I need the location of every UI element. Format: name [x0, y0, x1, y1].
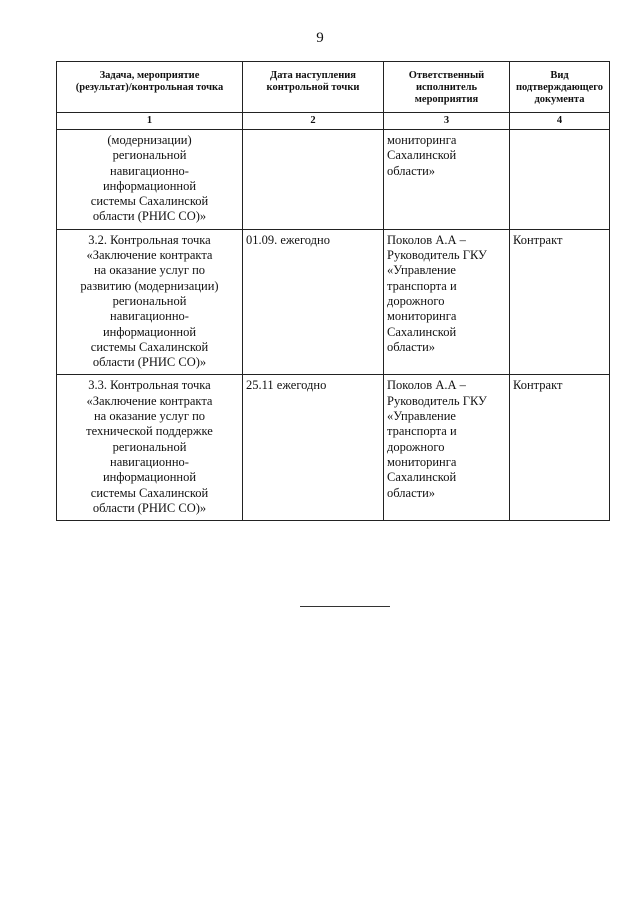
control-points-table — [56, 61, 610, 521]
header-responsible-label: Ответственный исполнитель мероприятия — [408, 70, 485, 105]
document-cell: Контракт — [510, 375, 610, 521]
date-cell: 25.11 ежегодно — [243, 375, 384, 521]
header-document-label: Вид подтверждающего документа — [515, 70, 604, 105]
column-number-row — [57, 113, 610, 130]
task-cell: (модернизации) региональной навигационно- информационной системы Сахалинской области (РНИС СО)» — [57, 130, 243, 230]
document-cell: Контракт — [510, 229, 610, 375]
header-responsible — [384, 62, 510, 113]
table-row — [57, 130, 610, 230]
column-number-2: 2 — [243, 113, 384, 130]
closing-separator-line — [300, 606, 390, 607]
document-cell — [510, 130, 610, 230]
responsible-cell: мониторинга Сахалинской области» — [384, 130, 510, 230]
column-number-3: 3 — [384, 113, 510, 130]
task-cell: 3.2. Контрольная точка «Заключение контракта на оказание услуг по развитию (модернизации) региональной навигационно- информационной системы Сахалинской области (РНИС СО)» — [57, 229, 243, 375]
header-task — [57, 62, 243, 113]
responsible-cell: Поколов А.А – Руководитель ГКУ «Управление транспорта и дорожного мониторинга Сахалинской области» — [384, 375, 510, 521]
column-number-1: 1 — [57, 113, 243, 130]
table-header-row — [57, 62, 610, 113]
column-number-4: 4 — [510, 113, 610, 130]
header-document — [510, 62, 610, 113]
page-number: 9 — [316, 30, 324, 46]
header-task-label: Задача, мероприятие (результат)/контрольная точка — [75, 70, 224, 93]
date-cell — [243, 130, 384, 230]
header-date-label: Дата наступления контрольной точки — [266, 70, 360, 93]
responsible-cell: Поколов А.А – Руководитель ГКУ «Управление транспорта и дорожного мониторинга Сахалинской области» — [384, 229, 510, 375]
header-date — [243, 62, 384, 113]
task-cell: 3.3. Контрольная точка «Заключение контракта на оказание услуг по технической поддержке региональной навигационно- информационной системы Сахалинской области (РНИС СО)» — [57, 375, 243, 521]
table-row — [57, 375, 610, 521]
table-row — [57, 229, 610, 375]
date-cell: 01.09. ежегодно — [243, 229, 384, 375]
